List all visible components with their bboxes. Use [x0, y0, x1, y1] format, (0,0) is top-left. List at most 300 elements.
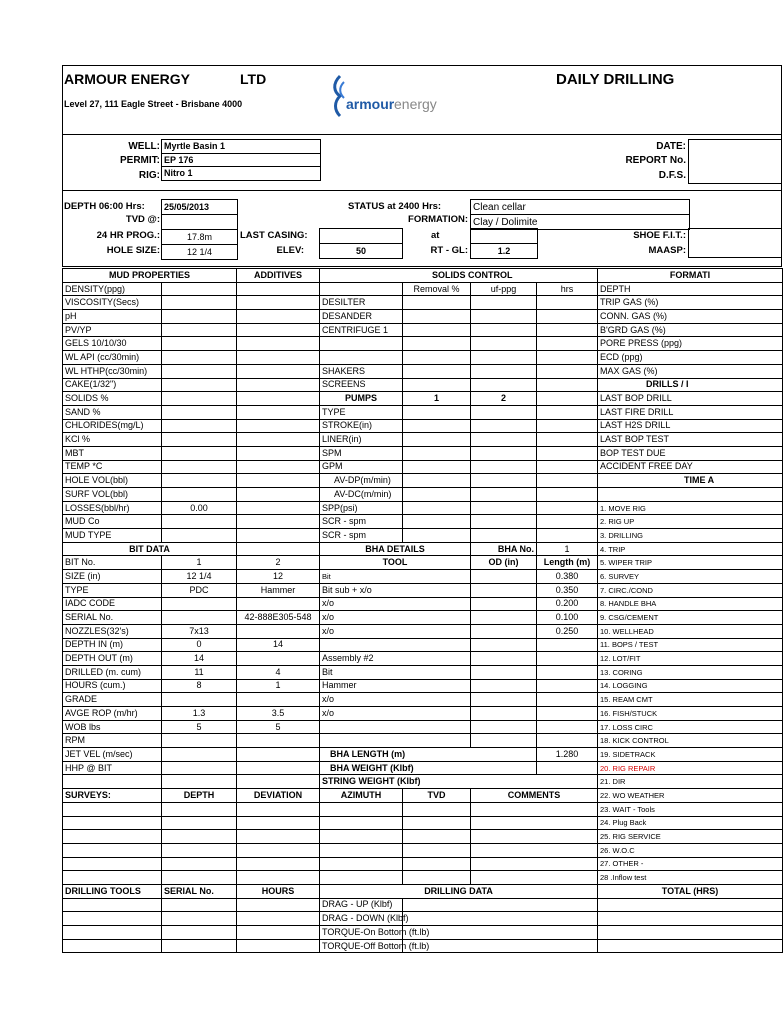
bit-row-label: BIT No.	[63, 556, 162, 570]
tvd-value[interactable]	[162, 215, 238, 230]
removal-header: Removal %	[403, 282, 471, 296]
mud-row-label: GELS 10/10/30	[63, 337, 162, 351]
grid-cell[interactable]	[320, 843, 403, 857]
rig-value[interactable]: Nitro 1	[162, 167, 321, 181]
grid-cell[interactable]	[403, 351, 471, 365]
formation-value[interactable]: Clay / Dolimite	[471, 215, 690, 230]
grid-cell[interactable]	[403, 310, 471, 324]
blank[interactable]	[320, 282, 403, 296]
grid-cell[interactable]	[162, 488, 237, 502]
grid-cell[interactable]	[537, 446, 598, 460]
grid-cell[interactable]	[237, 912, 320, 926]
at-label: at	[431, 230, 440, 241]
pumps-heading: PUMPS	[320, 392, 403, 406]
grid-cell[interactable]	[237, 830, 320, 844]
grid-cell[interactable]	[237, 529, 320, 543]
bit-row	[63, 679, 783, 693]
mud-row	[63, 501, 783, 515]
grid-cell[interactable]	[537, 351, 598, 365]
grid-cell[interactable]	[63, 898, 162, 912]
bha-tool: x/o	[320, 707, 471, 721]
grid-cell[interactable]	[162, 515, 237, 529]
bha-length: 0.250	[537, 624, 598, 638]
shoe-fit-label: SHOE F.I.T.:	[633, 230, 686, 241]
elev-value[interactable]: 50	[320, 244, 403, 259]
bit-row-label: AVGE ROP (m/hr)	[63, 707, 162, 721]
grid-cell[interactable]	[403, 433, 471, 447]
grid-cell[interactable]	[237, 378, 320, 392]
bha-tool: x/o	[320, 611, 471, 625]
grid-cell[interactable]	[162, 392, 237, 406]
bit-row-label: GRADE	[63, 693, 162, 707]
drilling-tools-hours-header: HOURS	[237, 884, 320, 898]
time-analysis-item: 16. FISH/STUCK	[598, 707, 783, 721]
pump-row-label: AV-DC(m/min)	[320, 488, 403, 502]
grid-cell[interactable]	[162, 323, 237, 337]
grid-cell[interactable]	[403, 501, 471, 515]
mud-row-label: CHLORIDES(mg/L)	[63, 419, 162, 433]
grid-cell[interactable]	[63, 802, 162, 816]
bit-2-value: 42-888E305-548	[237, 611, 320, 625]
bha-length-header: Length (m)	[537, 556, 598, 570]
mud-properties-heading: MUD PROPERTIES	[63, 269, 237, 283]
grid-cell[interactable]	[403, 460, 471, 474]
grid-cell[interactable]	[63, 775, 162, 789]
last-casing-value[interactable]	[320, 229, 403, 244]
bha-length	[537, 734, 598, 748]
grid-cell[interactable]	[63, 816, 162, 830]
grid-cell[interactable]	[63, 912, 162, 926]
grid-cell[interactable]	[162, 419, 237, 433]
bit-2-value	[237, 734, 320, 748]
surveys-header-row	[63, 789, 783, 803]
grid-cell[interactable]	[162, 378, 237, 392]
bit-1-value	[162, 734, 237, 748]
grid-cell[interactable]	[403, 898, 598, 912]
maasp-label: MAASP:	[648, 245, 686, 256]
grid-cell[interactable]	[162, 857, 237, 871]
grid-cell[interactable]	[471, 679, 537, 693]
bit-row-label: SIZE (in)	[63, 570, 162, 584]
bit-1-value	[162, 597, 237, 611]
mud-row-label: MUD TYPE	[63, 529, 162, 543]
grid-cell[interactable]	[537, 337, 598, 351]
grid-cell[interactable]	[471, 460, 537, 474]
grid-cell[interactable]	[320, 337, 403, 351]
grid-cell[interactable]	[320, 857, 403, 871]
bit-1-value: 11	[162, 665, 237, 679]
bha-length: 0.380	[537, 570, 598, 584]
grid-cell[interactable]	[320, 351, 403, 365]
mud-row	[63, 405, 783, 419]
bit-1-value: 12 1/4	[162, 570, 237, 584]
grid-cell[interactable]	[537, 501, 598, 515]
grid-cell[interactable]	[471, 515, 537, 529]
bha-length-label: BHA LENGTH (m)	[320, 748, 537, 762]
bit-row	[63, 583, 783, 597]
survey-tvd-header: TVD	[403, 789, 471, 803]
grid-cell[interactable]	[63, 830, 162, 844]
pump-row-label: SPM	[320, 446, 403, 460]
depth-value[interactable]: 25/05/2013	[162, 200, 238, 215]
grid-cell[interactable]	[237, 474, 320, 488]
bit-row	[63, 570, 783, 584]
grid-cell[interactable]	[598, 488, 783, 502]
time-analysis-item: 21. DIR	[598, 775, 783, 789]
grid-cell[interactable]	[471, 419, 537, 433]
grid-cell[interactable]	[471, 597, 537, 611]
grid-cell[interactable]	[237, 446, 320, 460]
mud-row	[63, 337, 783, 351]
grid-cell[interactable]	[471, 474, 537, 488]
grid-cell[interactable]	[471, 501, 537, 515]
logo-text-armour: armour	[346, 96, 395, 112]
grid-cell[interactable]	[237, 816, 320, 830]
grid-cell[interactable]	[403, 830, 471, 844]
bit-2-value: 5	[237, 720, 320, 734]
grid-cell[interactable]	[471, 707, 537, 721]
grid-cell[interactable]	[403, 515, 471, 529]
grid-cell[interactable]	[162, 775, 237, 789]
grid-cell[interactable]	[471, 693, 537, 707]
grid-cell[interactable]	[237, 775, 320, 789]
bit-2-value	[237, 748, 320, 762]
bit-row	[63, 638, 783, 652]
grid-cell[interactable]	[237, 898, 320, 912]
grid-cell[interactable]	[471, 816, 598, 830]
grid-cell[interactable]	[471, 624, 537, 638]
rt-gl-label: RT - GL:	[430, 245, 468, 256]
formation-row: TRIP GAS (%)	[598, 296, 783, 310]
grid-cell[interactable]	[537, 392, 598, 406]
grid-cell[interactable]	[63, 843, 162, 857]
bha-length	[537, 707, 598, 721]
grid-cell[interactable]	[471, 323, 537, 337]
bha-length	[537, 652, 598, 666]
grid-cell[interactable]	[537, 433, 598, 447]
grid-cell[interactable]	[471, 351, 537, 365]
hole-size-value[interactable]: 12 1/4	[162, 245, 238, 260]
grid-cell[interactable]	[403, 296, 471, 310]
grid-cell[interactable]	[237, 939, 320, 953]
permit-value[interactable]: EP 176	[162, 153, 321, 167]
grid-cell[interactable]	[162, 310, 237, 324]
pump-row-label: LINER(in)	[320, 433, 403, 447]
grid-cell[interactable]	[403, 529, 471, 543]
bha-tool: Assembly #2	[320, 652, 471, 666]
grid-cell[interactable]	[237, 296, 320, 310]
bit-row	[63, 665, 783, 679]
survey-row	[63, 857, 783, 871]
bit-row	[63, 734, 783, 748]
bit-1-value	[162, 761, 237, 775]
grid-cell[interactable]	[63, 939, 162, 953]
grid-cell[interactable]	[403, 364, 471, 378]
bit-1-value	[162, 611, 237, 625]
grid-cell[interactable]	[471, 871, 598, 885]
grid-cell[interactable]	[403, 939, 598, 953]
mud-row	[63, 419, 783, 433]
grid-cell[interactable]	[162, 405, 237, 419]
grid-cell[interactable]	[237, 323, 320, 337]
bha-tool: Bit	[320, 570, 471, 584]
grid-cell[interactable]	[237, 282, 320, 296]
pump-2-header: 2	[471, 392, 537, 406]
drilling-tools-heading: DRILLING TOOLS	[63, 884, 162, 898]
grid-cell[interactable]	[471, 337, 537, 351]
grid-cell[interactable]	[162, 364, 237, 378]
grid-cell[interactable]	[471, 830, 598, 844]
grid-cell[interactable]	[471, 665, 537, 679]
grid-cell[interactable]	[237, 843, 320, 857]
grid-cell[interactable]	[471, 378, 537, 392]
grid-cell[interactable]	[162, 296, 237, 310]
tvd-label: TVD @:	[125, 214, 160, 225]
mud-row	[63, 323, 783, 337]
grid-cell[interactable]	[162, 912, 237, 926]
bha-no-value: 1	[537, 542, 598, 556]
grid-cell[interactable]	[237, 542, 320, 556]
grid-cell[interactable]	[237, 871, 320, 885]
grid-cell[interactable]	[162, 460, 237, 474]
grid-cell[interactable]	[237, 405, 320, 419]
grid-cell[interactable]	[537, 761, 598, 775]
grid-cell[interactable]	[237, 515, 320, 529]
bha-tool	[320, 720, 471, 734]
bit-row-label: TYPE	[63, 583, 162, 597]
grid-cell[interactable]	[471, 857, 598, 871]
grid-cell[interactable]	[237, 392, 320, 406]
grid-cell[interactable]	[403, 419, 471, 433]
grid-cell[interactable]	[471, 638, 537, 652]
grid-cell[interactable]	[162, 843, 237, 857]
grid-cell[interactable]	[237, 419, 320, 433]
bit-row-label: HOURS (cum.)	[63, 679, 162, 693]
time-analysis-item: 19. SIDETRACK	[598, 748, 783, 762]
grid-cell[interactable]	[471, 802, 598, 816]
grid-cell[interactable]	[162, 816, 237, 830]
grid-cell[interactable]	[403, 474, 471, 488]
grid-cell[interactable]	[403, 802, 471, 816]
drill-row: LAST FIRE DRILL	[598, 405, 783, 419]
pump-row-label: TYPE	[320, 405, 403, 419]
grid-cell[interactable]	[237, 857, 320, 871]
grid-cell[interactable]	[162, 351, 237, 365]
grid-cell[interactable]	[598, 898, 783, 912]
survey-row	[63, 871, 783, 885]
bha-length	[537, 693, 598, 707]
grid-cell[interactable]	[598, 939, 783, 953]
bit-2-value	[237, 693, 320, 707]
grid-cell[interactable]	[63, 871, 162, 885]
grid-cell[interactable]	[403, 843, 471, 857]
time-analysis-item: 25. RIG SERVICE	[598, 830, 783, 844]
rig-label: RIG:	[138, 170, 160, 181]
grid-cell[interactable]	[537, 460, 598, 474]
grid-cell[interactable]	[237, 337, 320, 351]
survey-row	[63, 843, 783, 857]
grid-cell[interactable]	[471, 720, 537, 734]
grid-cell[interactable]	[403, 446, 471, 460]
grid-cell[interactable]	[162, 474, 237, 488]
grid-cell[interactable]	[598, 912, 783, 926]
bit-row	[63, 720, 783, 734]
report-no-label: REPORT No.	[625, 155, 686, 166]
bit-1-value: 14	[162, 652, 237, 666]
grid-cell[interactable]	[537, 529, 598, 543]
bit-2-value: Hammer	[237, 583, 320, 597]
grid-cell[interactable]	[403, 405, 471, 419]
grid-cell[interactable]	[237, 501, 320, 515]
bit-2-value: 14	[237, 638, 320, 652]
grid-cell[interactable]	[162, 871, 237, 885]
company-suffix: LTD	[240, 71, 267, 87]
grid-cell[interactable]	[471, 570, 537, 584]
grid-cell[interactable]	[237, 310, 320, 324]
grid-cell[interactable]	[403, 912, 598, 926]
bit-row	[63, 761, 783, 775]
formation-row: CONN. GAS (%)	[598, 310, 783, 324]
pump-row-label: SCR - spm	[320, 515, 403, 529]
grid-cell[interactable]	[471, 405, 537, 419]
grid-cell[interactable]	[320, 830, 403, 844]
grid-cell[interactable]	[537, 364, 598, 378]
grid-cell[interactable]	[471, 843, 598, 857]
grid-cell[interactable]	[403, 488, 471, 502]
grid-cell[interactable]	[237, 802, 320, 816]
hrs-header: hrs	[537, 282, 598, 296]
grid-cell[interactable]	[403, 926, 598, 940]
grid-cell[interactable]	[537, 515, 598, 529]
grid-cell[interactable]	[403, 871, 471, 885]
rt-gl-value[interactable]: 1.2	[471, 244, 538, 259]
date-value-cell[interactable]	[688, 139, 782, 184]
mud-row-label: LOSSES(bbl/hr)	[63, 501, 162, 515]
formation-heading: FORMATI	[598, 269, 783, 283]
bit-row	[63, 652, 783, 666]
formation-row: DEPTH	[598, 282, 783, 296]
grid-cell[interactable]	[237, 488, 320, 502]
status-values-mid	[319, 228, 403, 259]
mud-row-label: HOLE VOL(bbl)	[63, 474, 162, 488]
bit-1-value	[162, 748, 237, 762]
grid-cell[interactable]	[537, 378, 598, 392]
mud-row	[63, 529, 783, 543]
grid-cell[interactable]	[471, 364, 537, 378]
grid-cell[interactable]	[537, 310, 598, 324]
survey-depth-header: DEPTH	[162, 789, 237, 803]
well-value[interactable]: Myrtle Basin 1	[162, 140, 321, 154]
grid-cell[interactable]	[403, 337, 471, 351]
grid-cell[interactable]	[471, 296, 537, 310]
grid-cell[interactable]	[403, 857, 471, 871]
grid-cell[interactable]	[162, 898, 237, 912]
prog-label: 24 HR PROG.:	[96, 230, 160, 241]
pump-1-header: 1	[403, 392, 471, 406]
grid-cell[interactable]	[537, 488, 598, 502]
mud-row-label: TEMP *C	[63, 460, 162, 474]
grid-cell[interactable]	[63, 857, 162, 871]
mud-row	[63, 378, 783, 392]
bha-length: 0.350	[537, 583, 598, 597]
bit-2-value: 2	[237, 556, 320, 570]
grid-cell[interactable]	[162, 446, 237, 460]
grid-cell[interactable]	[471, 529, 537, 543]
grid-cell[interactable]	[471, 488, 537, 502]
bit-row-label: JET VEL (m/sec)	[63, 748, 162, 762]
bit-data-heading: BIT DATA	[63, 542, 237, 556]
drilling-tools-serial-header: SERIAL No.	[162, 884, 237, 898]
solids-row-label: CENTRIFUGE 1	[320, 323, 403, 337]
grid-cell[interactable]	[471, 446, 537, 460]
grid-cell[interactable]	[403, 816, 471, 830]
grid-cell[interactable]	[537, 419, 598, 433]
grid-cell[interactable]	[471, 652, 537, 666]
grid-cell[interactable]	[471, 611, 537, 625]
grid-cell[interactable]	[162, 282, 237, 296]
mud-row	[63, 460, 783, 474]
grid-cell[interactable]	[471, 583, 537, 597]
grid-cell[interactable]	[237, 460, 320, 474]
bha-weight-label: BHA WEIGHT (Klbf)	[320, 761, 537, 775]
grid-cell[interactable]	[162, 337, 237, 351]
mud-row-label: MUD Co	[63, 515, 162, 529]
grid-cell[interactable]	[237, 351, 320, 365]
time-analysis-item: 11. BOPS / TEST	[598, 638, 783, 652]
grid-cell[interactable]	[162, 830, 237, 844]
grid-cell[interactable]	[537, 474, 598, 488]
bit-1-value: 5	[162, 720, 237, 734]
grid-cell[interactable]	[237, 433, 320, 447]
time-analysis-item: 3. DRILLING	[598, 529, 783, 543]
bit-1-value: 0	[162, 638, 237, 652]
grid-cell[interactable]	[320, 802, 403, 816]
grid-cell[interactable]	[320, 871, 403, 885]
bit-row	[63, 707, 783, 721]
mud-row	[63, 433, 783, 447]
grid-cell[interactable]	[403, 323, 471, 337]
grid-cell[interactable]	[537, 405, 598, 419]
grid-cell[interactable]	[162, 529, 237, 543]
grid-cell[interactable]	[471, 310, 537, 324]
grid-cell[interactable]	[537, 323, 598, 337]
grid-cell[interactable]	[237, 926, 320, 940]
grid-cell[interactable]	[537, 296, 598, 310]
at-value[interactable]	[471, 229, 538, 244]
grid-cell[interactable]	[471, 734, 537, 748]
grid-cell[interactable]	[237, 364, 320, 378]
status-label: STATUS at 2400 Hrs:	[348, 201, 442, 212]
grid-cell[interactable]	[162, 939, 237, 953]
time-analysis-item: 7. CIRC./COND	[598, 583, 783, 597]
grid-cell[interactable]	[162, 433, 237, 447]
shoe-fit-value-cell[interactable]	[688, 228, 782, 258]
grid-cell[interactable]	[63, 926, 162, 940]
drill-row: ACCIDENT FREE DAY	[598, 460, 783, 474]
grid-cell[interactable]	[403, 378, 471, 392]
grid-cell[interactable]	[598, 926, 783, 940]
bit-1-value: PDC	[162, 583, 237, 597]
survey-deviation-header: DEVIATION	[237, 789, 320, 803]
grid-cell[interactable]	[471, 433, 537, 447]
grid-cell[interactable]	[162, 802, 237, 816]
drilling-data-row-label: DRAG - UP (Klbf)	[320, 898, 403, 912]
status-value[interactable]: Clean cellar	[471, 200, 690, 215]
grid-cell[interactable]	[162, 926, 237, 940]
prog-value[interactable]: 17.8m	[162, 230, 238, 245]
bit-2-value	[237, 761, 320, 775]
grid-cell[interactable]	[320, 816, 403, 830]
